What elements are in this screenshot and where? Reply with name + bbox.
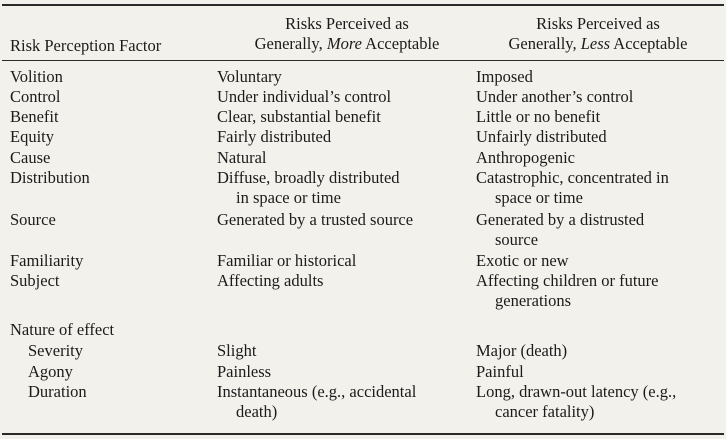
more-acceptable-cell: Under individual’s control bbox=[217, 87, 392, 106]
header-more-line1: Risks Perceived as bbox=[285, 14, 409, 33]
more-acceptable-cell: Instantaneous (e.g., accidental death) bbox=[217, 382, 417, 421]
more-acceptable-cell: Clear, substantial benefit bbox=[217, 107, 381, 126]
less-acceptable-cell: Little or no benefit bbox=[476, 107, 601, 126]
less-acceptable-cell: Under another’s control bbox=[476, 87, 634, 106]
less-acceptable-cell: Major (death) bbox=[476, 341, 568, 360]
factor-cell: Control bbox=[10, 87, 61, 106]
factor-cell: Cause bbox=[10, 148, 51, 167]
factor-cell: Distribution bbox=[10, 168, 90, 187]
factor-cell: Equity bbox=[10, 127, 54, 146]
less-acceptable-cell: Unfairly distributed bbox=[476, 127, 607, 146]
factor-cell: Duration bbox=[28, 382, 87, 401]
factor-cell: Benefit bbox=[10, 107, 59, 126]
table-bottom-rule bbox=[2, 433, 724, 435]
less-acceptable-cell: Generated by a distrusted source bbox=[476, 210, 645, 249]
header-risk-perception-factor: Risk Perception Factor bbox=[10, 36, 162, 55]
factor-cell: Volition bbox=[10, 67, 63, 86]
table-top-rule bbox=[2, 4, 724, 6]
less-acceptable-cell: Painful bbox=[476, 362, 524, 381]
header-less-line1: Risks Perceived as bbox=[536, 14, 660, 33]
more-acceptable-cell: Familiar or historical bbox=[217, 251, 357, 270]
header-more-line2: Generally, More Acceptable bbox=[254, 34, 440, 53]
more-acceptable-cell: Diffuse, broadly distributed in space or time bbox=[217, 168, 400, 207]
factor-cell: Source bbox=[10, 210, 56, 229]
factor-cell: Severity bbox=[28, 341, 83, 360]
header-less-acceptable bbox=[473, 14, 723, 54]
less-acceptable-cell: Long, drawn-out latency (e.g., cancer fatality) bbox=[476, 382, 677, 421]
more-acceptable-cell: Slight bbox=[217, 341, 257, 360]
header-rule bbox=[2, 60, 724, 61]
less-acceptable-cell: Affecting children or future generations bbox=[476, 271, 659, 310]
header-less-line2: Generally, Less Acceptable bbox=[508, 34, 688, 53]
header-more-acceptable bbox=[222, 14, 472, 54]
more-acceptable-cell: Fairly distributed bbox=[217, 127, 332, 146]
factor-cell: Familiarity bbox=[10, 251, 84, 270]
less-acceptable-cell: Exotic or new bbox=[476, 251, 569, 270]
more-acceptable-cell: Affecting adults bbox=[217, 271, 324, 290]
factor-cell: Subject bbox=[10, 271, 60, 290]
more-acceptable-cell: Generated by a trusted source bbox=[217, 210, 414, 229]
more-acceptable-cell: Painless bbox=[217, 362, 272, 381]
more-acceptable-cell: Natural bbox=[217, 148, 267, 167]
more-acceptable-cell: Voluntary bbox=[217, 67, 282, 86]
less-acceptable-cell: Anthropogenic bbox=[476, 148, 575, 167]
less-acceptable-cell: Catastrophic, concentrated in space or time bbox=[476, 168, 669, 207]
factor-group-heading: Nature of effect bbox=[10, 320, 115, 339]
factor-cell: Agony bbox=[28, 362, 73, 381]
less-acceptable-cell: Imposed bbox=[476, 67, 533, 86]
